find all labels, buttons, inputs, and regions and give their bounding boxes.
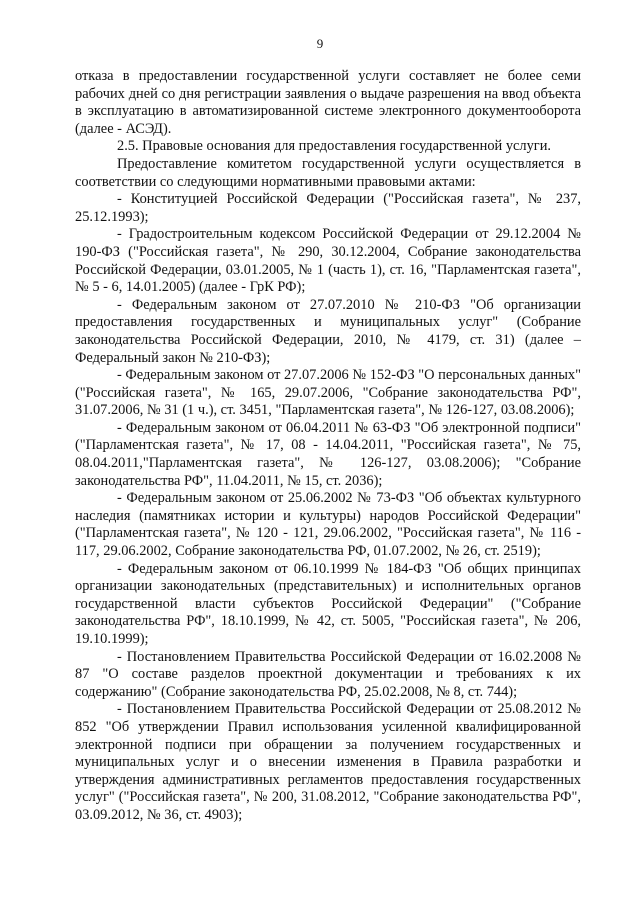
page-number: 9 xyxy=(316,36,324,51)
list-item-law-152: - Федеральным законом от 27.07.2006 № 152-ФЗ "О персональных данных" ("Российская газета", № 165, 29.07.2006, "Собрание законодательства РФ", 31.07.2006, № 31 (1 ч.), ст. 3451, "Парламентская газета", № 126-127, 03.08.2006); xyxy=(75,367,581,419)
paragraph-ased-deadline: отказа в предоставлении государственной услуги составляет не более семи рабочих дней со дня регистрации заявления о выдаче разрешения на ввод объекта в эксплуатацию в автоматизированной системе электронного документооборота (далее - АСЭД). xyxy=(75,68,581,137)
list-item-law-63: - Федеральным законом от 06.04.2011 № 63-ФЗ "Об электронной подписи" ("Парламентская газета", № 17, 08 - 14.04.2011, "Российская газета", № 75, 08.04.2011,"Парламентская газета", № 126-127, 03.08.2006); "Собрание законодательства РФ", 11.04.2011, № 15, ст. 2036); xyxy=(75,419,581,489)
list-item-law-73: - Федеральным законом от 25.06.2002 № 73-ФЗ "Об объектах культурного наследия (памятниках истории и культуры) народов Российской Федерации" ("Парламентская газета", № 120 - 121, 29.06.2002, "Российская газета", № 116 - 117, 29.06.2002, Собрание законодательства РФ, 01.07.2002, № 26, ст. 2519); xyxy=(75,490,581,560)
section-heading-legal-basis: 2.5. Правовые основания для предоставления государственной услуги. xyxy=(117,138,551,155)
list-item-decree-87: - Постановлением Правительства Российской Федерации от 16.02.2008 № 87 "О составе разделов проектной документации и требованиях к их содержанию" (Собрание законодательства РФ, 25.02.2008, № 8, ст. 744); xyxy=(75,648,581,700)
document-body xyxy=(75,68,581,825)
list-item-law-184: - Федеральным законом от 06.10.1999 № 184-ФЗ "Об общих принципах организации законодательных (представительных) и исполнительных органов государственной власти субъектов Российской Федерации" ("Собрание законодательства РФ", 18.10.1999, № 42, ст. 5005, "Российская газета", № 206, 19.10.1999); xyxy=(75,560,581,647)
list-item-urban-code: - Градостроительным кодексом Российской Федерации от 29.12.2004 № 190-ФЗ ("Российская газета", № 290, 30.12.2004, Собрание законодательства Российской Федерации, 03.01.2005, № 1 (часть 1), ст. 16, "Парламентская газета", № 5 - 6, 14.01.2005) (далее - ГрК РФ); xyxy=(75,226,581,296)
list-item-decree-852: - Постановлением Правительства Российской Федерации от 25.08.2012 № 852 "Об утверждении Правил использования усиленной квалифицированной электронной подписи при обращении за получением государственных и муниципальных услуг и о внесении изменения в Правила разработки и утверждения административных регламентов предоставления государственных услуг" ("Российская газета", № 200, 31.08.2012, "Собрание законодательства РФ", 03.09.2012, № 36, ст. 4903); xyxy=(75,701,581,823)
list-item-law-210: - Федеральным законом от 27.07.2010 № 210-ФЗ "Об организации предоставления государственных и муниципальных услуг" (Собрание законодательства Российской Федерации, 2010, № 4179, ст. 31) (далее – Федеральный закон № 210-ФЗ); xyxy=(75,296,581,366)
paragraph-intro: Предоставление комитетом государственной услуги осуществляется в соответствии со следующими нормативными правовыми актами: xyxy=(75,155,581,190)
list-item-constitution: - Конституцией Российской Федерации ("Российская газета", № 237, 25.12.1993); xyxy=(75,191,581,225)
